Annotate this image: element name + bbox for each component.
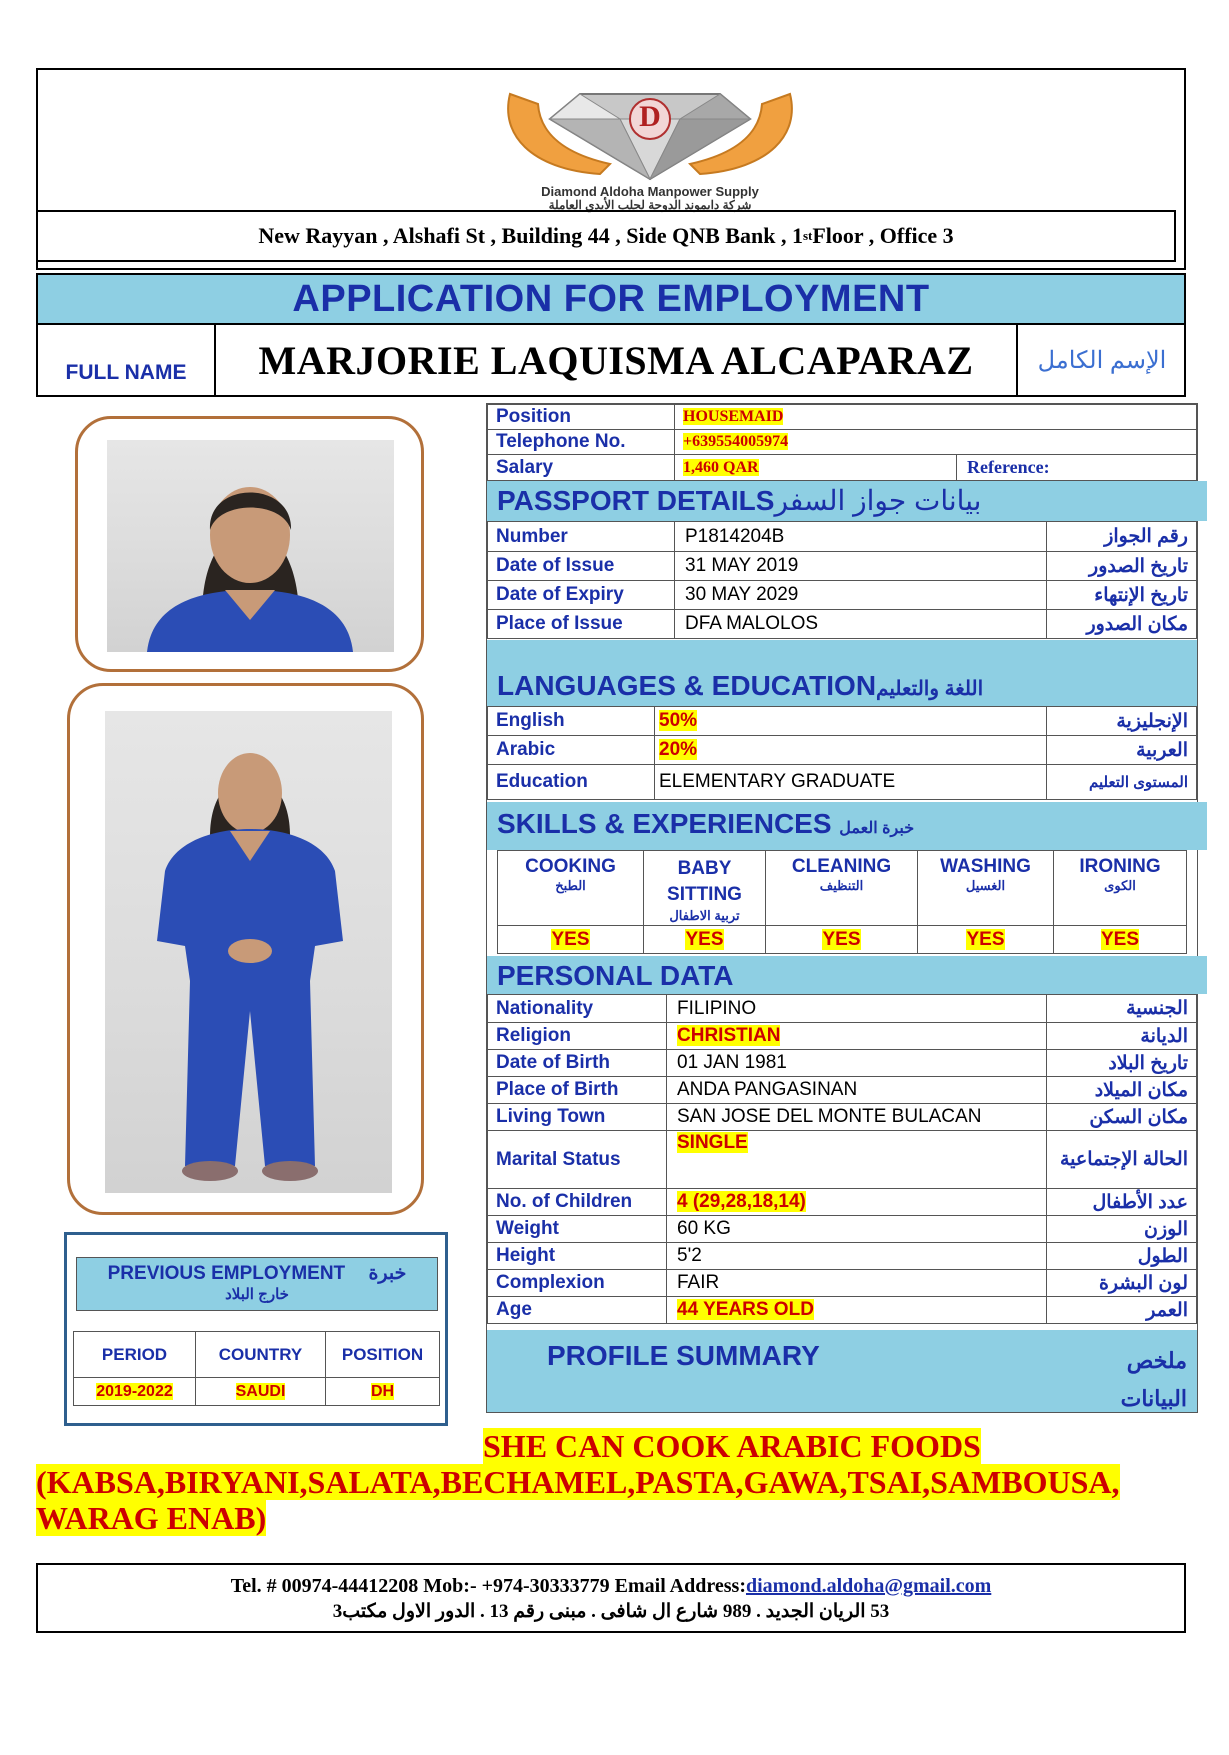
personal-table bbox=[487, 994, 1197, 1324]
table-row: Height 5'2 الطول bbox=[488, 1243, 1197, 1270]
summary-line-1: SHE CAN COOK ARABIC FOODS bbox=[483, 1428, 981, 1464]
full-name-label: FULL NAME bbox=[38, 325, 216, 395]
applicant-details-panel bbox=[486, 403, 1198, 1413]
skills-title-ar: خبرة العمل bbox=[839, 820, 915, 837]
telephone-value: +639554005974 bbox=[683, 433, 789, 450]
telephone-label: Telephone No. bbox=[488, 430, 675, 455]
summary-line-3: WARAG ENAB) bbox=[36, 1500, 267, 1536]
full-body-photo bbox=[105, 711, 392, 1193]
address-part1: New Rayyan , Alshafi St , Building 44 , Side QNB Bank , 1 bbox=[258, 223, 803, 248]
full-name-row bbox=[36, 325, 1186, 397]
languages-table bbox=[487, 706, 1197, 800]
table-row: Arabic 20% العربية bbox=[488, 736, 1197, 765]
table-row: Education ELEMENTARY GRADUATE المستوى التعليم bbox=[488, 765, 1197, 800]
skill-ironing: IRONING الكوى bbox=[1054, 851, 1187, 926]
reference-label: Reference: bbox=[957, 455, 1197, 481]
full-name-label-ar: الإسم الكامل bbox=[1037, 346, 1167, 374]
person-portrait-icon bbox=[107, 440, 394, 652]
languages-title-ar: اللغة والتعليم bbox=[876, 678, 984, 700]
previous-employment-title: PREVIOUS EMPLOYMENT bbox=[107, 1263, 346, 1284]
footer-email-link[interactable]: diamond.aldoha@gmail.com bbox=[745, 1575, 992, 1597]
table-row: English 50% الإنجليزية bbox=[488, 707, 1197, 736]
address-part2: Floor , Office 3 bbox=[812, 223, 954, 248]
previous-employment-box bbox=[64, 1232, 448, 1426]
profile-summary-header bbox=[487, 1330, 1197, 1412]
logo-initials: D bbox=[639, 100, 661, 133]
table-row: Date of Birth 01 JAN 1981 تاريخ البلاد bbox=[488, 1050, 1197, 1077]
profile-summary-title-ar: ملخص البيانات bbox=[1120, 1348, 1187, 1411]
footer-tel: Tel. # 00974-44412208 Mob:- +974-30333779 Email Address: bbox=[230, 1575, 746, 1597]
position-label: Position bbox=[488, 405, 675, 430]
full-name-value: MARJORIE LAQUISMA ALCAPARAZ bbox=[216, 325, 1018, 395]
profile-summary-text bbox=[36, 1428, 1186, 1536]
personal-section-header: PERSONAL DATA bbox=[487, 956, 1207, 994]
prev-position: DH bbox=[370, 1382, 395, 1400]
skill-washing: WASHING الغسيل bbox=[918, 851, 1054, 926]
footer-arabic-address: 53 الريان الجديد . 989 شارع ال شافى . مبنى رقم 13 . الدور الاول مكتب3 bbox=[332, 1601, 890, 1622]
passport-table bbox=[487, 521, 1197, 639]
table-row: Nationality FILIPINO الجنسية bbox=[488, 995, 1197, 1023]
company-logo bbox=[470, 74, 830, 212]
table-row: Complexion FAIR لون البشرة bbox=[488, 1270, 1197, 1297]
table-row bbox=[74, 1378, 440, 1406]
page-title: APPLICATION FOR EMPLOYMENT bbox=[36, 273, 1186, 325]
prev-period: 2019-2022 bbox=[96, 1382, 173, 1400]
table-row: Living Town SAN JOSE DEL MONTE BULACAN مكان السكن bbox=[488, 1104, 1197, 1131]
table-row: Date of Issue 31 MAY 2019 تاريخ الصدور bbox=[488, 552, 1197, 581]
footer-contact bbox=[36, 1563, 1186, 1633]
skills-title: SKILLS & EXPERIENCES bbox=[497, 808, 832, 839]
address-bar bbox=[36, 210, 1176, 262]
company-name-en: Diamond Aldoha Manpower Supply bbox=[541, 184, 759, 199]
portrait-photo-frame bbox=[75, 416, 424, 672]
previous-employment-table bbox=[73, 1331, 440, 1406]
position-table bbox=[487, 404, 1197, 481]
company-name-ar: شركة دايموند الدوحة لجلب الأيدي العاملة bbox=[548, 198, 752, 212]
table-row: Marital Status SINGLE الحالة الإجتماعية bbox=[488, 1131, 1197, 1189]
table-row: YES YES YES YES YES bbox=[498, 926, 1187, 954]
table-row: Weight 60 KG الوزن bbox=[488, 1216, 1197, 1243]
languages-title: LANGUAGES & EDUCATION bbox=[497, 670, 877, 701]
col-header-period: PERIOD bbox=[74, 1332, 196, 1378]
full-body-photo-frame bbox=[67, 683, 424, 1215]
table-row: Place of Birth ANDA PANGASINAN مكان الميلاد bbox=[488, 1077, 1197, 1104]
table-row: No. of Children 4 (29,28,18,14) عدد الأطفال bbox=[488, 1189, 1197, 1216]
table-row: Religion CHRISTIAN الديانة bbox=[488, 1023, 1197, 1050]
table-row: Age 44 YEARS OLD العمر bbox=[488, 1297, 1197, 1324]
col-header-country: COUNTRY bbox=[196, 1332, 326, 1378]
skill-baby-sitting: BABY SITTING تربية الاطفال bbox=[644, 851, 766, 926]
col-header-position: POSITION bbox=[326, 1332, 440, 1378]
table-row: Number P1814204B رقم الجواز bbox=[488, 522, 1197, 552]
summary-line-2: (KABSA,BIRYANI,SALATA,BECHAMEL,PASTA,GAWA,TSAI,SAMBOUSA, bbox=[36, 1464, 1120, 1500]
passport-section-header bbox=[487, 481, 1207, 521]
skills-section-header bbox=[487, 802, 1207, 850]
portrait-photo bbox=[107, 440, 394, 652]
passport-title: PASSPORT DETAILS bbox=[497, 485, 775, 516]
table-row: Place of Issue DFA MALOLOS مكان الصدور bbox=[488, 610, 1197, 639]
address-sup: st bbox=[802, 228, 813, 243]
salary-label: Salary bbox=[488, 455, 675, 481]
salary-value: 1,460 QAR bbox=[683, 458, 759, 476]
languages-section-header bbox=[487, 640, 1197, 706]
previous-employment-title-ar-1: خبرة bbox=[368, 1263, 407, 1284]
prev-country: SAUDI bbox=[235, 1382, 286, 1400]
person-full-body-icon bbox=[105, 711, 392, 1193]
passport-title-ar: بيانات جواز السفر bbox=[774, 485, 982, 516]
profile-summary-title: PROFILE SUMMARY bbox=[547, 1340, 820, 1371]
table-row: Date of Expiry 30 MAY 2029 تاريخ الإنتهاء bbox=[488, 581, 1197, 610]
skills-table bbox=[497, 850, 1187, 954]
skill-cleaning: CLEANING التنظيف bbox=[766, 851, 918, 926]
previous-employment-header bbox=[76, 1257, 438, 1311]
position-value: HOUSEMAID bbox=[683, 408, 784, 425]
skill-cooking: COOKING الطبخ bbox=[498, 851, 644, 926]
previous-employment-title-ar-2: خارج البلاد bbox=[225, 1286, 289, 1303]
